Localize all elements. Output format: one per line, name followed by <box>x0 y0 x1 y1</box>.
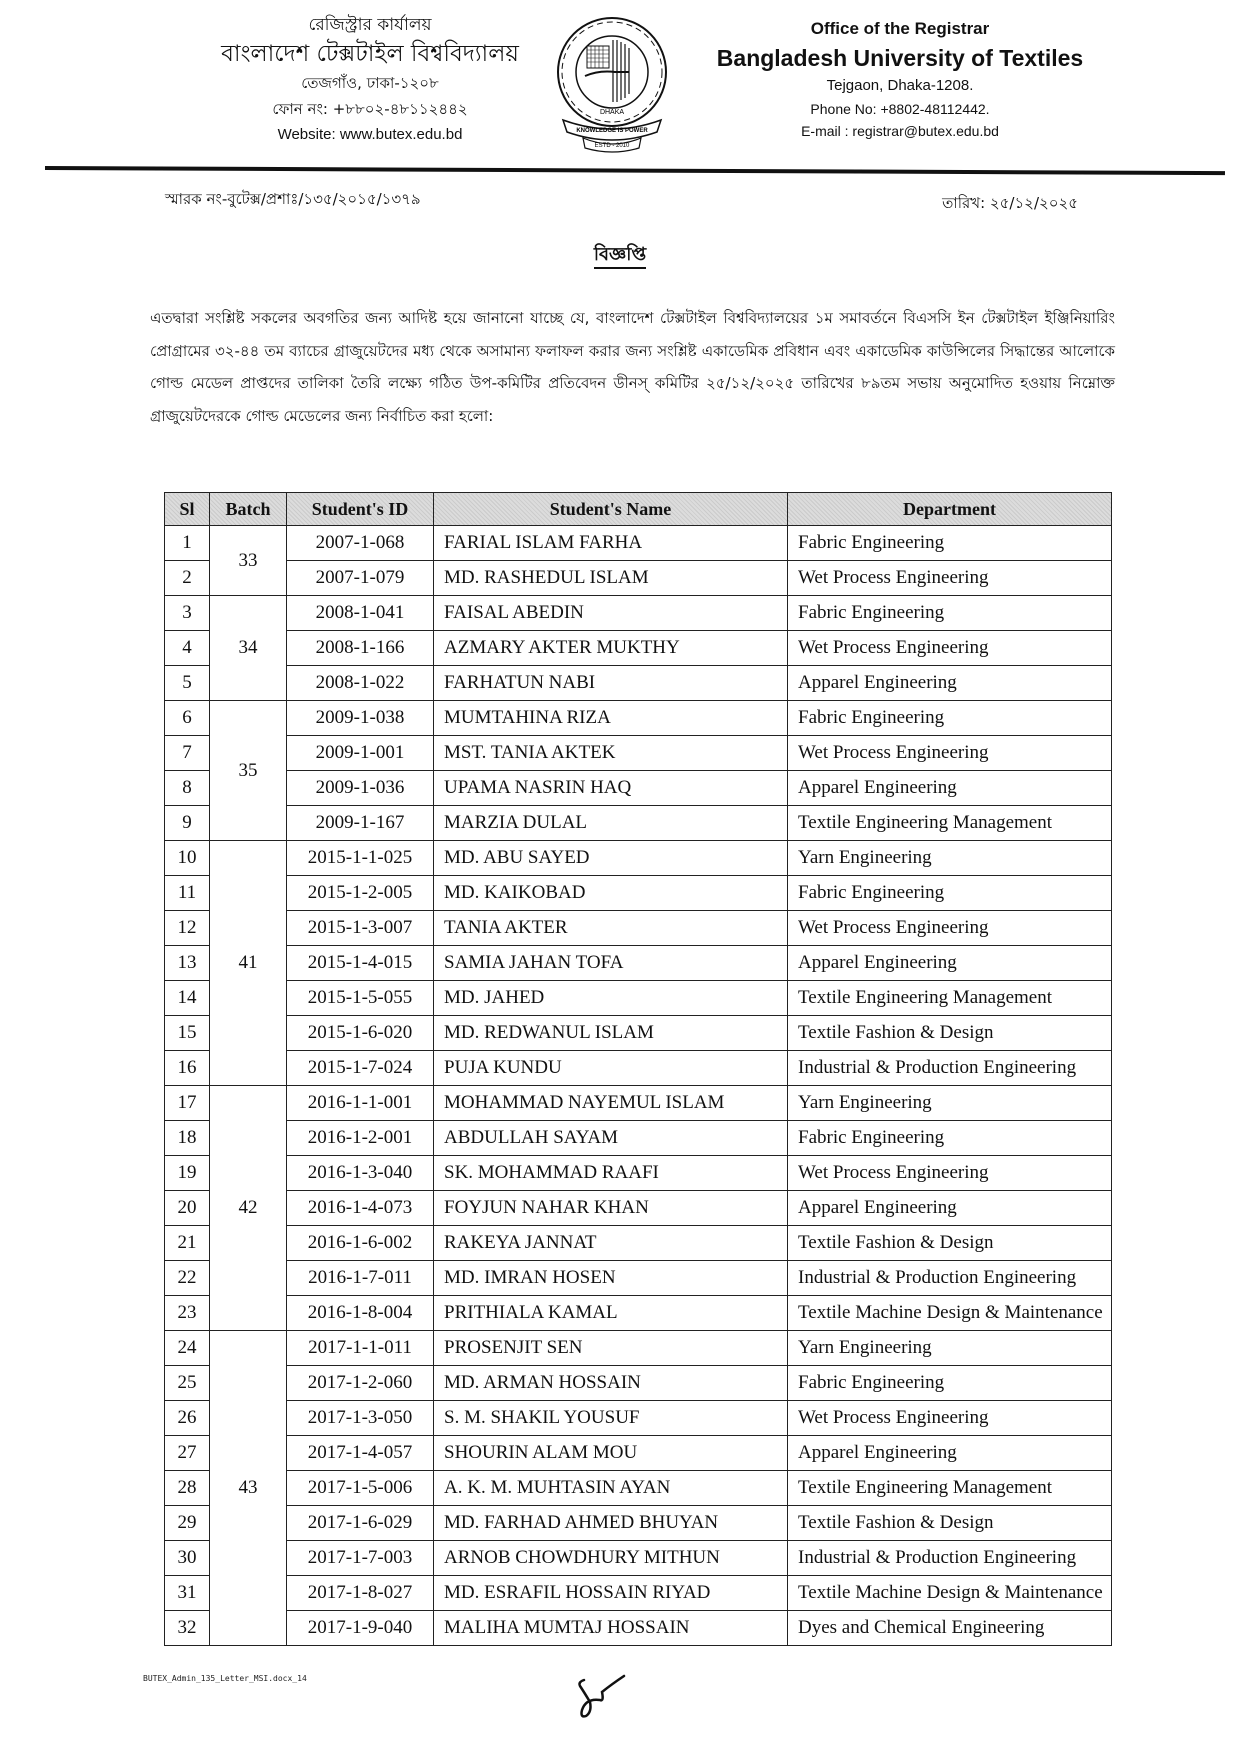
cell-sl: 28 <box>165 1471 210 1506</box>
cell-department: Textile Engineering Management <box>788 981 1112 1016</box>
table-row <box>165 666 1112 701</box>
cell-student-id: 2016-1-8-004 <box>287 1296 434 1331</box>
cell-sl: 7 <box>165 736 210 771</box>
university-logo-icon <box>553 14 671 154</box>
cell-department: Wet Process Engineering <box>788 1156 1112 1191</box>
cell-student-name: UPAMA NASRIN HAQ <box>434 771 788 806</box>
address-bn: তেজগাঁও, ঢাকা-১২০৮ <box>301 74 439 92</box>
cell-department: Wet Process Engineering <box>788 911 1112 946</box>
header-batch: Batch <box>210 493 287 526</box>
cell-department: Apparel Engineering <box>788 1436 1112 1471</box>
cell-sl: 31 <box>165 1576 210 1611</box>
cell-sl: 26 <box>165 1401 210 1436</box>
table-row <box>165 876 1112 911</box>
cell-sl: 25 <box>165 1366 210 1401</box>
cell-student-id: 2017-1-7-003 <box>287 1541 434 1576</box>
cell-student-name: MD. FARHAD AHMED BHUYAN <box>434 1506 788 1541</box>
cell-student-id: 2016-1-2-001 <box>287 1121 434 1156</box>
table-row <box>165 596 1112 631</box>
cell-student-name: PROSENJIT SEN <box>434 1331 788 1366</box>
cell-sl: 29 <box>165 1506 210 1541</box>
header-sl: Sl <box>165 493 210 526</box>
table-row <box>165 1506 1112 1541</box>
table-row <box>165 981 1112 1016</box>
table-row <box>165 1611 1112 1646</box>
cell-student-name: TANIA AKTER <box>434 911 788 946</box>
table-row <box>165 1436 1112 1471</box>
cell-sl: 1 <box>165 526 210 561</box>
cell-student-id: 2016-1-3-040 <box>287 1156 434 1191</box>
cell-student-name: MD. RASHEDUL ISLAM <box>434 561 788 596</box>
cell-department: Textile Fashion & Design <box>788 1226 1112 1261</box>
table-row <box>165 1016 1112 1051</box>
cell-department: Apparel Engineering <box>788 771 1112 806</box>
header-student-id: Student's ID <box>287 493 434 526</box>
cell-sl: 11 <box>165 876 210 911</box>
cell-student-id: 2017-1-5-006 <box>287 1471 434 1506</box>
notice-body: এতদ্বারা সংশ্লিষ্ট সকলের অবগতির জন্য আদিষ্ট হয়ে জানানো যাচ্ছে যে, বাংলাদেশ টেক্সটাইল বিশ্ববিদ্যালয়ের ১ম সমাবর্তনে বিএসসি ইন টেক্সটাইল ইঞ্জিনিয়ারিং প্রোগ্রামের ৩২-৪৪ তম ব্যাচের গ্রাজুয়েটদের মধ্য থেকে অসামান্য ফলাফল করার জন্য সংশ্লিষ্ট একাডেমিক প্রবিধান এবং একাডেমিক কাউন্সিলের সিদ্ধান্তের আলোকে গোল্ড মেডেল প্রাপ্তদের তালিকা তৈরি লক্ষ্যে গঠিত উপ-কমিটির প্রতিবেদন ডীনস্ কমিটির ২৫/১২/২০২৫ তারিখের ৮৯তম সভায় অনুমোদিত হওয়ায় নিম্নোক্ত গ্রাজুয়েটদেরকে গোল্ড মেডেলের জন্য নির্বাচিত করা হলো: <box>150 309 1115 425</box>
cell-student-name: ARNOB CHOWDHURY MITHUN <box>434 1541 788 1576</box>
cell-student-id: 2017-1-6-029 <box>287 1506 434 1541</box>
cell-student-name: MD. KAIKOBAD <box>434 876 788 911</box>
table-row <box>165 1576 1112 1611</box>
table-row <box>165 1541 1112 1576</box>
cell-student-id: 2015-1-7-024 <box>287 1051 434 1086</box>
cell-student-id: 2015-1-1-025 <box>287 841 434 876</box>
cell-sl: 9 <box>165 806 210 841</box>
cell-student-id: 2008-1-166 <box>287 631 434 666</box>
table-body <box>165 526 1112 1646</box>
table-row <box>165 1471 1112 1506</box>
cell-student-name: SAMIA JAHAN TOFA <box>434 946 788 981</box>
cell-sl: 16 <box>165 1051 210 1086</box>
cell-sl: 14 <box>165 981 210 1016</box>
cell-student-id: 2009-1-036 <box>287 771 434 806</box>
cell-sl: 18 <box>165 1121 210 1156</box>
table-row <box>165 701 1112 736</box>
cell-sl: 3 <box>165 596 210 631</box>
table-row <box>165 631 1112 666</box>
cell-student-id: 2008-1-041 <box>287 596 434 631</box>
logo-motto: KNOWLEDGE IS POWER <box>576 128 648 134</box>
cell-student-name: MD. IMRAN HOSEN <box>434 1261 788 1296</box>
table-row <box>165 1156 1112 1191</box>
cell-student-id: 2009-1-001 <box>287 736 434 771</box>
footer-file-name: BUTEX_Admin_135_Letter_MSI.docx_14 <box>143 1674 307 1683</box>
cell-student-id: 2007-1-079 <box>287 561 434 596</box>
header-divider <box>45 166 1225 175</box>
cell-sl: 30 <box>165 1541 210 1576</box>
cell-student-id: 2015-1-3-007 <box>287 911 434 946</box>
cell-department: Yarn Engineering <box>788 841 1112 876</box>
cell-student-id: 2017-1-2-060 <box>287 1366 434 1401</box>
cell-student-id: 2017-1-1-011 <box>287 1331 434 1366</box>
logo-city: DHAKA <box>599 109 625 116</box>
cell-student-name: FOYJUN NAHAR KHAN <box>434 1191 788 1226</box>
memo-reference: স্মারক নং-বুটেক্স/প্রশাঃ/১৩৫/২০১৫/১৩৭৯ <box>165 190 421 208</box>
cell-student-name: FAISAL ABEDIN <box>434 596 788 631</box>
table-row <box>165 561 1112 596</box>
cell-sl: 21 <box>165 1226 210 1261</box>
cell-batch: 33 <box>210 526 287 596</box>
cell-sl: 12 <box>165 911 210 946</box>
gold-medal-table <box>164 492 1112 1646</box>
cell-department: Apparel Engineering <box>788 666 1112 701</box>
cell-student-id: 2016-1-1-001 <box>287 1086 434 1121</box>
header-student-name: Student's Name <box>434 493 788 526</box>
cell-student-name: PRITHIALA KAMAL <box>434 1296 788 1331</box>
cell-student-name: FARIAL ISLAM FARHA <box>434 526 788 561</box>
cell-department: Fabric Engineering <box>788 596 1112 631</box>
email: E-mail : registrar@butex.edu.bd <box>801 123 999 139</box>
cell-department: Industrial & Production Engineering <box>788 1261 1112 1296</box>
cell-student-name: MUMTAHINA RIZA <box>434 701 788 736</box>
memo-date: তারিখ: ২৫/১২/২০২৫ <box>942 194 1078 212</box>
cell-student-id: 2009-1-167 <box>287 806 434 841</box>
cell-department: Fabric Engineering <box>788 1366 1112 1401</box>
cell-student-id: 2007-1-068 <box>287 526 434 561</box>
table-row <box>165 806 1112 841</box>
cell-sl: 6 <box>165 701 210 736</box>
table-row <box>165 526 1112 561</box>
phone-en: Phone No: +8802-48112442. <box>810 101 990 117</box>
table-row <box>165 946 1112 981</box>
cell-sl: 17 <box>165 1086 210 1121</box>
cell-department: Industrial & Production Engineering <box>788 1051 1112 1086</box>
university-name-bn: বাংলাদেশ টেক্সটাইল বিশ্ববিদ্যালয় <box>221 41 519 67</box>
cell-department: Textile Engineering Management <box>788 806 1112 841</box>
cell-department: Textile Machine Design & Maintenance <box>788 1296 1112 1331</box>
signature-icon <box>572 1672 632 1724</box>
cell-student-id: 2015-1-6-020 <box>287 1016 434 1051</box>
cell-student-name: AZMARY AKTER MUKTHY <box>434 631 788 666</box>
cell-department: Fabric Engineering <box>788 701 1112 736</box>
notice-title-text: বিজ্ঞপ্তি <box>594 244 646 269</box>
cell-batch: 34 <box>210 596 287 701</box>
cell-sl: 20 <box>165 1191 210 1226</box>
cell-student-id: 2015-1-5-055 <box>287 981 434 1016</box>
cell-department: Yarn Engineering <box>788 1086 1112 1121</box>
cell-sl: 13 <box>165 946 210 981</box>
cell-student-id: 2017-1-4-057 <box>287 1436 434 1471</box>
logo-established: ESTD - 2010 <box>594 143 630 149</box>
cell-student-name: MD. JAHED <box>434 981 788 1016</box>
cell-department: Wet Process Engineering <box>788 561 1112 596</box>
cell-student-name: SHOURIN ALAM MOU <box>434 1436 788 1471</box>
table-row <box>165 1226 1112 1261</box>
cell-batch: 42 <box>210 1086 287 1331</box>
cell-department: Industrial & Production Engineering <box>788 1541 1112 1576</box>
cell-student-name: MD. ABU SAYED <box>434 841 788 876</box>
cell-student-id: 2017-1-9-040 <box>287 1611 434 1646</box>
cell-department: Textile Machine Design & Maintenance <box>788 1576 1112 1611</box>
cell-student-name: MD. ARMAN HOSSAIN <box>434 1366 788 1401</box>
emblem-center <box>585 40 629 102</box>
cell-department: Apparel Engineering <box>788 1191 1112 1226</box>
cell-student-name: FARHATUN NABI <box>434 666 788 701</box>
table-row <box>165 1401 1112 1436</box>
cell-student-id: 2017-1-3-050 <box>287 1401 434 1436</box>
table-row <box>165 1121 1112 1156</box>
phone-bn: ফোন নং: +৮৮০২-৪৮১১২৪৪২ <box>272 100 468 118</box>
cell-student-name: ABDULLAH SAYAM <box>434 1121 788 1156</box>
cell-sl: 32 <box>165 1611 210 1646</box>
cell-student-id: 2008-1-022 <box>287 666 434 701</box>
table-row <box>165 771 1112 806</box>
cell-student-name: SK. MOHAMMAD RAAFI <box>434 1156 788 1191</box>
table-row <box>165 1331 1112 1366</box>
table-row <box>165 1261 1112 1296</box>
cell-department: Dyes and Chemical Engineering <box>788 1611 1112 1646</box>
table-row <box>165 1366 1112 1401</box>
table-row <box>165 911 1112 946</box>
cell-student-id: 2009-1-038 <box>287 701 434 736</box>
address-en: Tejgaon, Dhaka-1208. <box>826 77 974 94</box>
cell-sl: 2 <box>165 561 210 596</box>
cell-sl: 22 <box>165 1261 210 1296</box>
cell-student-name: RAKEYA JANNAT <box>434 1226 788 1261</box>
cell-student-name: PUJA KUNDU <box>434 1051 788 1086</box>
cell-department: Apparel Engineering <box>788 946 1112 981</box>
header-department: Department <box>788 493 1112 526</box>
cell-student-id: 2016-1-6-002 <box>287 1226 434 1261</box>
cell-student-id: 2016-1-4-073 <box>287 1191 434 1226</box>
cell-sl: 4 <box>165 631 210 666</box>
website: Website: www.butex.edu.bd <box>277 126 463 143</box>
cell-sl: 24 <box>165 1331 210 1366</box>
cell-sl: 15 <box>165 1016 210 1051</box>
cell-batch: 43 <box>210 1331 287 1646</box>
cell-student-name: MOHAMMAD NAYEMUL ISLAM <box>434 1086 788 1121</box>
cell-student-id: 2015-1-2-005 <box>287 876 434 911</box>
table-row <box>165 1051 1112 1086</box>
office-name-bn: রেজিস্ট্রার কার্যালয় <box>308 15 432 35</box>
cell-department: Fabric Engineering <box>788 1121 1112 1156</box>
cell-department: Textile Engineering Management <box>788 1471 1112 1506</box>
cell-student-id: 2015-1-4-015 <box>287 946 434 981</box>
cell-department: Wet Process Engineering <box>788 736 1112 771</box>
cell-student-name: MALIHA MUMTAJ HOSSAIN <box>434 1611 788 1646</box>
cell-sl: 27 <box>165 1436 210 1471</box>
table-row <box>165 1086 1112 1121</box>
cell-department: Textile Fashion & Design <box>788 1506 1112 1541</box>
letterhead-english <box>700 16 1100 142</box>
table-row <box>165 841 1112 876</box>
table-header-row <box>165 493 1112 526</box>
cell-student-id: 2017-1-8-027 <box>287 1576 434 1611</box>
cell-department: Yarn Engineering <box>788 1331 1112 1366</box>
table-row <box>165 1191 1112 1226</box>
cell-batch: 41 <box>210 841 287 1086</box>
letterhead-bangla <box>200 12 540 148</box>
cell-department: Wet Process Engineering <box>788 1401 1112 1436</box>
cell-student-name: A. K. M. MUHTASIN AYAN <box>434 1471 788 1506</box>
cell-department: Fabric Engineering <box>788 876 1112 911</box>
notice-title <box>0 240 1240 271</box>
cell-student-name: MARZIA DULAL <box>434 806 788 841</box>
cell-sl: 19 <box>165 1156 210 1191</box>
cell-department: Fabric Engineering <box>788 526 1112 561</box>
cell-department: Wet Process Engineering <box>788 631 1112 666</box>
cell-batch: 35 <box>210 701 287 841</box>
cell-sl: 5 <box>165 666 210 701</box>
table-row <box>165 736 1112 771</box>
cell-department: Textile Fashion & Design <box>788 1016 1112 1051</box>
cell-sl: 10 <box>165 841 210 876</box>
cell-sl: 8 <box>165 771 210 806</box>
cell-student-name: MD. ESRAFIL HOSSAIN RIYAD <box>434 1576 788 1611</box>
cell-student-id: 2016-1-7-011 <box>287 1261 434 1296</box>
cell-student-name: MST. TANIA AKTEK <box>434 736 788 771</box>
office-name-en: Office of the Registrar <box>810 19 990 38</box>
cell-student-name: S. M. SHAKIL YOUSUF <box>434 1401 788 1436</box>
table-row <box>165 1296 1112 1331</box>
cell-sl: 23 <box>165 1296 210 1331</box>
university-name-en: Bangladesh University of Textiles <box>716 45 1084 71</box>
cell-student-name: MD. REDWANUL ISLAM <box>434 1016 788 1051</box>
